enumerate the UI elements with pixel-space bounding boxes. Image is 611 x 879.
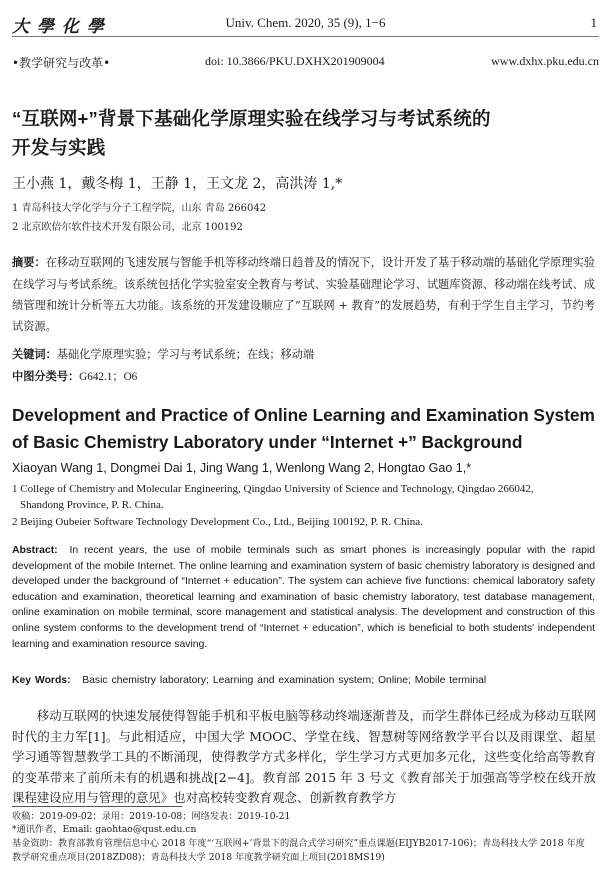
english-affiliation-1-line1: 1 College of Chemistry and Molecular Engineering, Qingdao University of Science and Technology, Qingdao 266042, xyxy=(12,483,534,495)
classification-text: G642.1；O6 xyxy=(79,371,138,383)
chinese-abstract-text: 在移动互联网的飞速发展与智能手机等移动终端日趋普及的情况下，设计开发了基于移动端的基础化学原理实验在线学习与考试系统。该系统包括化学实验室安全教育与考试、实验基础理论学习、试题库资源、移动端在线考试、成绩管理和统计分析等五大功能。该系统的开发建设顺应了“互联网 + 教育”的发展趋势，有利于学生自主学习，节约考试资源。 xyxy=(12,256,595,333)
footnote-funding-line1: 基金资助：教育部教育管理信息中心 2018 年度“‘互联网+’背景下的混合式学习研究”重点课题(EIJYB2017-106)；青岛科技大学 2018 年度 xyxy=(12,838,585,849)
article-meta xyxy=(12,54,599,70)
english-title-line1: Development and Practice of Online Learning and Examination System xyxy=(12,405,595,425)
footnote-divider xyxy=(12,806,182,807)
chinese-keywords-text: 基础化学原理实验；学习与考试系统；在线；移动端 xyxy=(56,348,315,361)
chinese-abstract xyxy=(12,252,595,337)
column-label: •教学研究与改革• xyxy=(12,56,111,70)
journal-logo: 大 學 化 學 xyxy=(12,17,105,37)
chinese-authors: 王小燕 1，戴冬梅 1，王静 1，王文龙 2，高洪涛 1,* xyxy=(12,176,343,192)
chinese-keywords xyxy=(12,346,314,362)
english-keywords xyxy=(12,675,486,686)
english-authors: Xiaoyan Wang 1, Dongmei Dai 1, Jing Wang 1, Wenlong Wang 2, Hongtao Gao 1,* xyxy=(12,461,472,475)
english-abstract xyxy=(12,543,595,652)
english-keywords-label: Key Words: xyxy=(12,675,71,686)
footnote-corresponding: *通讯作者，Email: gaohtao@qust.edu.cn xyxy=(12,824,197,835)
english-affiliation-1-line2: Shandong Province, P. R. China. xyxy=(20,499,164,511)
chinese-abstract-label: 摘要： xyxy=(12,257,46,269)
footnote-dates: 收稿：2019-09-02；录用：2019-10-08；网络发表：2019-10-21 xyxy=(12,811,291,822)
english-title xyxy=(12,402,602,456)
english-abstract-text: In recent years, the use of mobile terminals such as smart phones is increasingly popular with the rapid development of the mobile Internet. The online learning and examination system of basic chemistry laboratory is designed and developed under the background of “Internet + education”. The system can achieve five functions: chemical laboratory safety education and examination, theoretical learning and examination of basic chemistry laboratory, test database management, online examination on mobile terminal, score management and statistical analysis. The development and construction of this online system conforms to the development trend of “Internet + education”, which is beneficial to both students' independent learning and examination resource saving. xyxy=(12,545,595,650)
chinese-affiliation-2: 2 北京欧倍尔软件技术开发有限公司，北京 100192 xyxy=(12,222,243,233)
footnote-funding-line2: 教学研究重点项目(2018ZD08)；青岛科技大学 2018 年度教学研究面上项目(2018MS19) xyxy=(12,852,385,863)
english-abstract-label: Abstract: xyxy=(12,545,58,556)
doi: doi: 10.3866/PKU.DXHX201909004 xyxy=(205,54,385,68)
website-link[interactable]: www.dxhx.pku.edu.cn xyxy=(491,54,599,68)
classification-label: 中图分类号： xyxy=(12,371,80,383)
english-affiliation-1 xyxy=(12,481,534,513)
body-paragraph: 移动互联网的快速发展使得智能手机和平板电脑等移动终端逐渐普及，而学生群体已经成为移动互联网时代的主力军[1]。与此相适应，中国大学 MOOC、学堂在线、智慧树等网络教学平台以及雨课堂、超星学习通等智慧教学工具的不断涌现，使得教学方式多样化，学生学习方式更加多元化，这些变化给高等教育的变革带来了前所未有的机遇和挑战[2−4]。教育部 2015 年 3 号文《教育部关于加强高等学校在线开放课程建设应用与管理的意见》也对高校转变教育观念、创新教育教学方 xyxy=(12,708,596,805)
chinese-title xyxy=(12,104,582,162)
journal-citation: Univ. Chem. 2020, 35 (9), 1−6 xyxy=(225,15,386,30)
english-title-line2: of Basic Chemistry Laboratory under “Internet +” Background xyxy=(12,432,523,452)
chinese-title-line1: “互联网+”背景下基础化学原理实验在线学习与考试系统的 xyxy=(12,108,491,129)
chinese-keywords-label: 关键词： xyxy=(12,349,57,361)
english-affiliation-2: 2 Beijing Oubeier Software Technology Development Co., Ltd., Beijing 100192, P. R. China. xyxy=(12,516,423,528)
english-keywords-text: Basic chemistry laboratory; Learning and examination system; Online; Mobile terminal xyxy=(82,675,487,686)
classification-number xyxy=(12,368,137,384)
chinese-affiliation-1: 1 青岛科技大学化学与分子工程学院，山东 青岛 266042 xyxy=(12,203,267,214)
chinese-title-line2: 开发与实践 xyxy=(12,137,106,158)
page-header xyxy=(12,10,599,37)
page-number: 1 xyxy=(590,15,597,30)
